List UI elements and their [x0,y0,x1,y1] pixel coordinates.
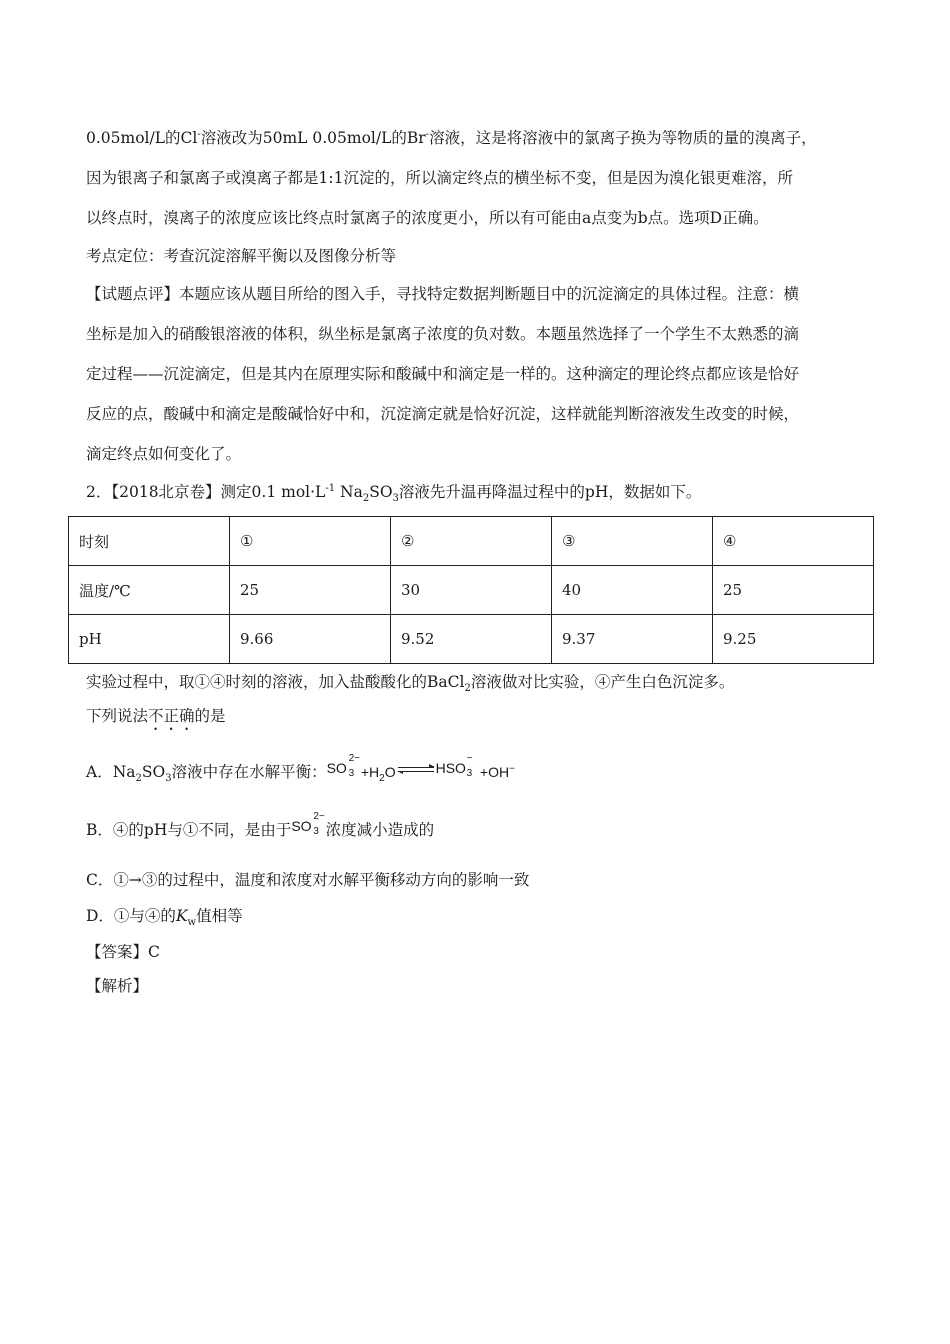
table-row [69,517,874,566]
text-segment: 溶液做对比实验，④产生白色沉淀多。 [470,673,735,691]
table-cell: 温度/℃ [69,566,230,615]
table-cell: 9.37 [552,615,713,664]
text-segment: 值相等 [196,907,243,925]
ion-symbol: HSO [435,760,466,776]
table-cell: 30 [391,566,552,615]
text-segment: 溶液，这是将溶液中的氯离子换为等物质的量的溴离子， [429,129,817,147]
superscript: − [509,763,515,775]
subscript: 2 [379,772,385,784]
table-cell: ④ [713,517,874,566]
superscript: - [197,128,201,140]
option-a [86,753,515,785]
answer-line: 【答案】C [86,943,160,961]
equilibrium-arrow-icon [398,766,434,774]
subscript: 2 [135,773,142,785]
comment-line-5: 滴定终点如何变化了。 [86,445,242,463]
text-segment: 的是 [194,707,226,725]
data-table [68,516,874,664]
text-segment: +OH [479,764,510,780]
table-cell: 25 [713,566,874,615]
comment-line-1: 【试题点评】本题应该从题目所给的图入手，寻找特定数据判断题目中的沉淀滴定的具体过程。注意：横 [86,285,800,303]
ion-subscript: 3 [466,768,473,779]
paragraph-line-3: 以终点时，溴离子的浓度应该比终点时氯离子的浓度更小，所以有可能由a点变为b点。选项D正确。 [86,209,769,227]
text-segment: +H [360,764,380,780]
text-segment: 实验过程中，取①④时刻的溶液，加入盐酸酸化的BaCl [86,673,465,691]
text-segment: SO [369,483,393,501]
question-prompt [86,706,226,734]
bisulfite-ion [435,753,480,779]
text-segment: Na [335,483,363,501]
option-d [86,906,243,929]
text-segment: 0.05mol/L的Cl [86,129,198,147]
ion-charge: − [466,753,473,764]
option-c: C．①→③的过程中，温度和浓度对水解平衡移动方向的影响一致 [86,871,530,889]
paragraph-line-1 [86,128,817,148]
ion-subscript: 3 [313,826,319,837]
kaodian-line: 考点定位：考查沉淀溶解平衡以及图像分析等 [86,247,397,265]
superscript: -1 [325,482,336,494]
text-segment: 溶液中存在水解平衡： [171,763,327,781]
text-segment: A．Na [86,763,136,781]
table-cell: 9.25 [713,615,874,664]
table-cell: ① [230,517,391,566]
ion-charge: 2− [348,753,360,764]
subscript: 2 [362,493,370,505]
emphasized-text: 不正确 [148,707,195,725]
comment-line-4: 反应的点，酸碱中和滴定是酸碱恰好中和，沉淀滴定就是恰好沉淀，这样就能判断溶液发生改变的时候， [86,405,800,423]
paragraph-line-2: 因为银离子和氯离子或溴离子都是1:1沉淀的，所以滴定终点的横坐标不变，但是因为溴化银更难溶，所 [86,169,793,187]
text-segment: 下列说法 [86,707,149,725]
ion-charge: 2− [313,811,325,822]
italic-symbol: K [175,907,188,925]
superscript: - [425,128,430,140]
text-segment: B．④的pH与①不同，是由于 [86,821,292,839]
table-cell: ② [391,517,552,566]
hydroxide-formula [480,762,515,782]
subscript: w [187,917,197,929]
text-segment: 浓度减小造成的 [325,821,435,839]
table-cell: 9.66 [230,615,391,664]
table-cell: 9.52 [391,615,552,664]
subscript: 3 [165,773,172,785]
sulfite-ion [326,753,361,779]
text-segment: D．①与④的 [86,907,176,925]
text-segment: 2．【2018北京卷】测定0.1 mol·L [86,483,326,501]
text-segment: 溶液改为50mL 0.05mol/L的Br [200,129,426,147]
text-segment: SO [141,763,166,781]
table-cell: 40 [552,566,713,615]
subscript: 3 [392,493,399,505]
text-segment: O [384,764,396,780]
ion-subscript: 3 [348,768,355,779]
subscript: 2 [464,683,471,695]
question-stem [86,482,702,505]
text-segment: 溶液先升温再降温过程中的pH，数据如下。 [398,483,702,501]
water-formula [361,762,396,782]
comment-line-3: 定过程——沉淀滴定，但是其内在原理实际和酸碱中和滴定是一样的。这种滴定的理论终点都应该是恰好 [86,365,800,383]
comment-line-2: 坐标是加入的硝酸银溶液的体积，纵坐标是氯离子浓度的负对数。本题虽然选择了一个学生不太熟悉的滴 [86,325,800,343]
table-cell: ③ [552,517,713,566]
ion-symbol: SO [326,760,347,776]
experiment-line [86,672,735,695]
table-cell: 时刻 [69,517,230,566]
sulfite-ion [291,811,325,837]
analysis-heading: 【解析】 [86,977,149,995]
option-b [86,811,435,840]
table-row [69,615,874,664]
table-cell: 25 [230,566,391,615]
ion-symbol: SO [291,818,312,834]
table-row [69,566,874,615]
table-cell: pH [69,615,230,664]
